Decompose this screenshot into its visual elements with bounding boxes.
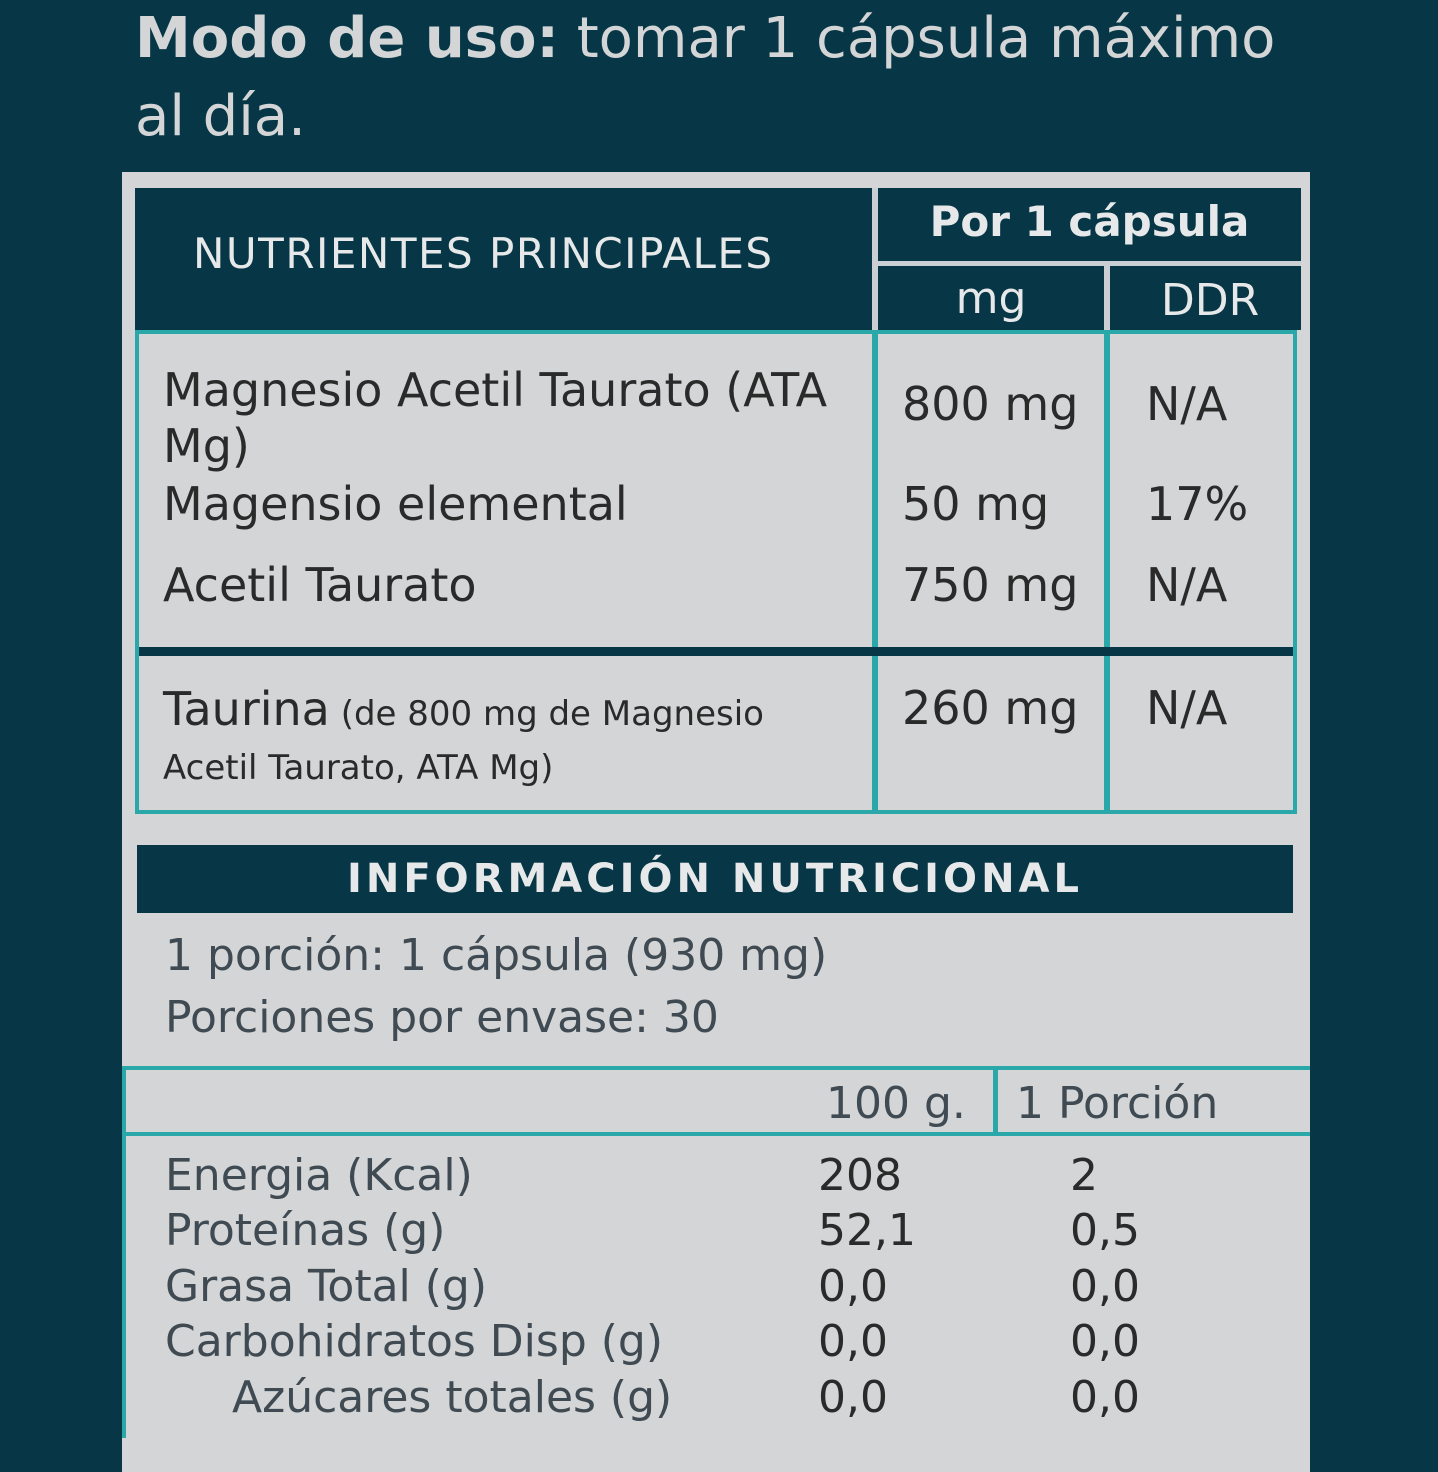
nutrition-row-portion: 0,0 <box>1070 1261 1140 1312</box>
nutrient-name: Magensio elemental <box>163 477 628 531</box>
header-divider <box>878 261 1301 266</box>
nutrient-mg: 800 mg <box>902 377 1079 431</box>
col-100g-header: 100 g. <box>826 1078 966 1129</box>
column-divider <box>872 330 878 814</box>
nutrition-row-name: Proteínas (g) <box>165 1205 446 1256</box>
nutrition-row-portion: 0,0 <box>1070 1372 1140 1423</box>
usage-text: tomar 1 cápsula máximo al día. <box>135 6 1276 149</box>
col-mg-header: mg <box>955 273 1027 324</box>
nutrient-name: Magnesio Acetil Taurato (ATA Mg) <box>163 363 828 473</box>
taurina-name: Taurina <box>163 682 330 736</box>
nutrition-row-100g: 0,0 <box>818 1372 888 1423</box>
usage-label: Modo de uso: <box>135 6 559 71</box>
table-line <box>122 1066 126 1438</box>
nutrition-row-name: Grasa Total (g) <box>165 1261 488 1312</box>
servings-per-container: Porciones por envase: 30 <box>165 992 719 1043</box>
nutrition-row-name: Carbohidratos Disp (g) <box>165 1316 664 1367</box>
taurina-mg: 260 mg <box>902 681 1079 735</box>
nutrient-ddr: N/A <box>1146 558 1228 612</box>
group-separator <box>139 647 1293 656</box>
nutrient-name: Acetil Taurato <box>163 558 477 612</box>
nutrition-row-portion: 2 <box>1070 1150 1098 1201</box>
nutrition-row-name: Azúcares totales (g) <box>232 1372 673 1423</box>
nutrition-row-100g: 208 <box>818 1150 902 1201</box>
nutrition-row-100g: 52,1 <box>818 1205 916 1256</box>
nutrients-header-title: NUTRIENTES PRINCIPALES <box>193 229 774 278</box>
table-line <box>993 1066 998 1136</box>
taurina-cell <box>163 682 853 795</box>
nutrition-row-100g: 0,0 <box>818 1261 888 1312</box>
column-divider <box>1104 330 1110 814</box>
nutrition-row-portion: 0,5 <box>1070 1205 1140 1256</box>
nutrient-mg: 750 mg <box>902 558 1079 612</box>
col-ddr-header: DDR <box>1160 275 1260 326</box>
usage-instructions <box>135 0 1335 156</box>
nutrition-title: INFORMACIÓN NUTRICIONAL <box>347 856 1083 902</box>
table-line <box>122 1066 1310 1070</box>
per-serving-header: Por 1 cápsula <box>929 197 1250 246</box>
serving-size: 1 porción: 1 cápsula (930 mg) <box>165 930 828 981</box>
col-portion-header: 1 Porción <box>1016 1078 1219 1129</box>
nutrition-row-100g: 0,0 <box>818 1316 888 1367</box>
nutrient-ddr: 17% <box>1146 477 1249 531</box>
nutrition-row-name: Energia (Kcal) <box>165 1150 473 1201</box>
taurina-ddr: N/A <box>1146 681 1228 735</box>
taurina-note: (de 800 mg de Magnesio Acetil Taurato, ATA Mg) <box>163 694 764 788</box>
table-line <box>122 1132 1310 1136</box>
nutrient-mg: 50 mg <box>902 477 1050 531</box>
nutrient-ddr: N/A <box>1146 377 1228 431</box>
nutrition-row-portion: 0,0 <box>1070 1316 1140 1367</box>
